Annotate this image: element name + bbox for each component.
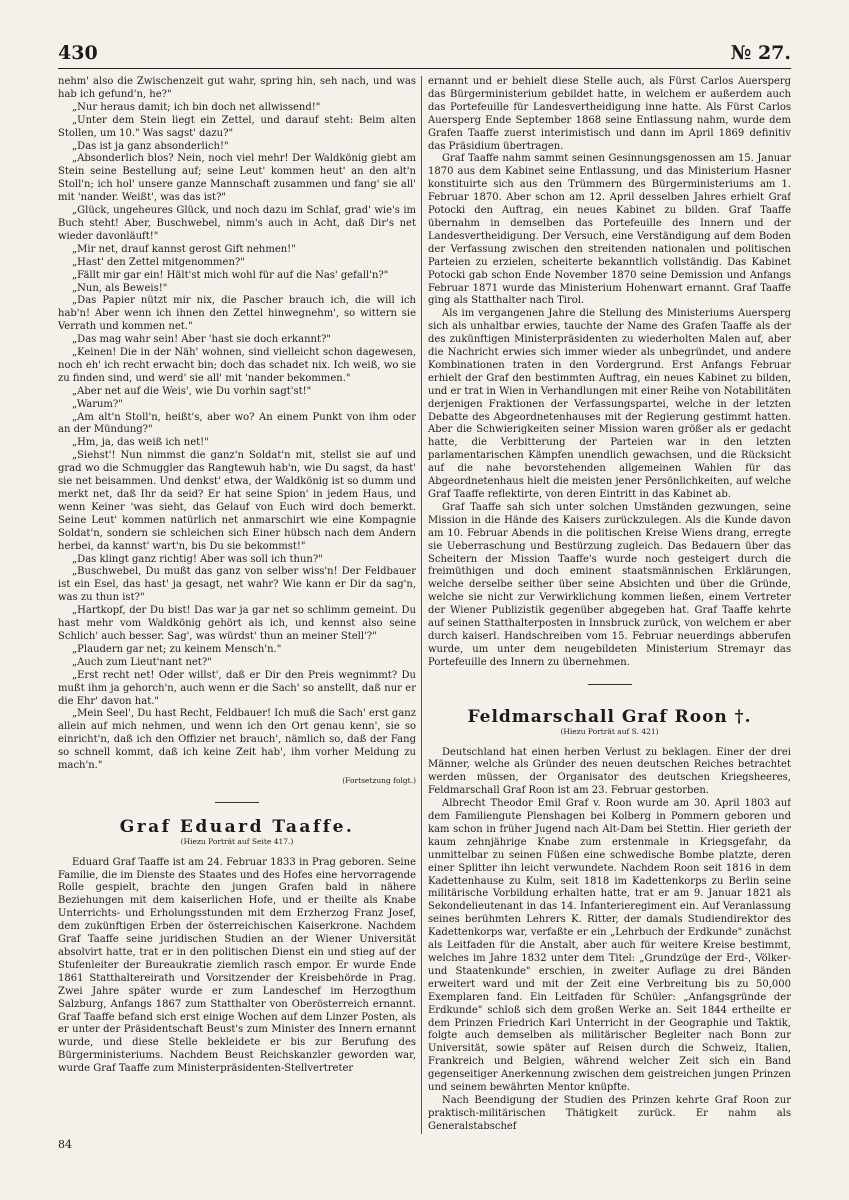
story-dialogue (58, 76, 416, 773)
paragraph: „Das mag wahr sein! Aber 'hast sie doch erkannt?" (72, 334, 331, 346)
paragraph: Graf Taaffe nahm sammt seinen Gesinnungsgenossen am 15. Januar 1870 aus dem Kabinet seine Entlassung, und das Ministerium Hasner konstituirte sich aus den Trümmern des Bürgerministeriums am 1. Februar 1870. Aber schon am 12. April desselben Jahres erhielt Graf Potocki den Auftrag, ein neues Kabinet zu bilden. Graf Taaffe übernahm in demselben das Portefeuille des Innern und der Landesvertheidigung. Der Versuch, eine Verständigung auf dem Boden der Verfassung zwischen den streitenden nationalen und politischen Parteien zu erzielen, scheiterte bekanntlich vollständig. Das Kabinet Potocki gab schon Ende November 1870 seine Demission und Anfangs Februar 1871 wurde das Ministerium Hohenwart ernannt. Graf Taaffe ging als Statthalter nach Tirol. (428, 153, 791, 307)
paragraph: „Glück, ungeheures Glück, und noch dazu im Schlaf, grad' wie's im Buch steht! Aber, Buschwebel, nimm's auch in Acht, daß Dir's net wieder davonläuft!" (58, 205, 416, 242)
article-separator (215, 802, 259, 803)
paragraph: „Mir net, drauf kannst gerost Gift nehmen!" (72, 243, 296, 255)
article-title-taaffe: Graf Eduard Taaffe. (119, 816, 355, 837)
paragraph: „Buschwebel, Du mußt das ganz von selber wiss'n! Der Feldbauer ist ein Esel, das hast' ja gesagt, net wahr? Wie kann er Dir da sag'n, was zu thun ist?" (58, 566, 416, 604)
paragraph: „Unter dem Stein liegt ein Zettel, und darauf steht: Beim alten Stollen, um 10." Was sagst' dazu?" (58, 114, 416, 139)
paragraph: „Fällt mir gar ein! Hält'st mich wohl für auf die Nas' gefall'n?" (72, 269, 389, 281)
paragraph: „Warum?" (72, 398, 123, 410)
issue-number: № 27. (730, 42, 791, 64)
paragraph: „Hast' den Zettel mitgenommen?" (72, 256, 245, 268)
paragraph: „Das klingt ganz richtig! Aber was soll ich thun?" (72, 553, 323, 565)
paragraph: „Auch zum Lieut'nant net?" (72, 656, 212, 668)
column-divider (421, 76, 422, 1134)
paragraph: „Am alt'n Stoll'n, heißt's, aber wo? An einem Punkt von ihm oder an der Mündung?" (58, 411, 416, 436)
page-header (58, 42, 791, 66)
paragraph: „Erst recht net! Oder willst', daß er Dir den Preis wegnimmt? Du mußt ihm ja gehorch'n, auch wenn er die Sach' so anstellt, daß nur er die Ehr' davon hat." (58, 669, 416, 707)
article-body-taaffe (58, 857, 416, 1076)
continuation-note: (Fortsetzung folgt.) (342, 775, 416, 785)
article-body-taaffe-cont (428, 76, 791, 670)
paragraph: Graf Taaffe sah sich unter solchen Umständen gezwungen, seine Mission in die Hände des Kaisers zurückzulegen. Als die Kunde davon am 10. Februar Abends in die politischen Kreise Wiens drang, erregte sie Ueberraschung und Bestürzung zugleich. Das Bedauern über das Scheitern der Mission Taaffe's wurde noch gesteigert durch die freimüthigen und doch eminent staatsmännischen Erklärungen, welche derselbe seither über seine Absichten und über die Gründe, welche sie nicht zur Verwirklichung kommen ließen, einem Vertreter der Wiener Publizistik gegenüber abgegeben hat. Graf Taaffe kehrte auf seinen Statthalterposten in Innsbruck zurück, von welchem er aber durch kaiserl. Handschreiben vom 15. Februar neuerdings abberufen wurde, um unter dem neugebildeten Ministerium Stremayr das Portefeuille des Innern zu übernehmen. (428, 501, 791, 668)
right-column (428, 76, 791, 1134)
portrait-note-roon: (Hiezu Porträt auf S. 421) (560, 726, 659, 736)
paragraph: nehm' also die Zwischenzeit gut wahr, spring hin, seh nach, und was hab ich gefund'n, he?" (58, 76, 416, 100)
paragraph: Deutschland hat einen herben Verlust zu beklagen. Einer der drei Männer, welche als Gründer des neuen deutschen Reiches betrachtet werden müssen, der Organisator des deutschen Kriegsheeres, Feldmarschall Graf Roon ist am 23. Februar gestorben. (428, 746, 791, 797)
paragraph: „Siehst'! Nun nimmst die ganz'n Soldat'n mit, stellst sie auf und grad wo die Schmuggler das Rangtewuh hab'n, wie Du sagst, da hast' sie net beisammen. Und denkst' etwa, der Waldkönig ist so dumm und merkt net, daß Ihr da seid? Er hat seine Spion' in jedem Haus, und wenn Keiner 'was sieht, das Gelauf von Euch wird doch bemerkt. Seine Leut' kommen natürlich net anmarschirt wie eine Kompagnie Soldat'n, sondern sie schleichen sich Einer hübsch nach dem Andern herbei, da kannst' wart'n, bis Du sie bekommst!" (58, 450, 416, 552)
paragraph: „Nur heraus damit; ich bin doch net allwissend!" (72, 101, 321, 113)
portrait-note-taaffe: (Hiezu Porträt auf Seite 417.) (180, 836, 294, 846)
paragraph: ernannt und er behielt diese Stelle auch, als Fürst Carlos Auersperg das Bürgerministerium gebildet hatte, in welchem er außerdem auch das Portefeuille für Landesvertheidigung inne hatte. Als Fürst Carlos Auersperg Ende September 1868 seine Entlassung nahm, wurde dem Grafen Taaffe zuerst interimistisch und dann im April 1869 definitiv das Präsidium übertragen. (428, 76, 791, 152)
left-column (58, 76, 416, 1134)
paragraph: Albrecht Theodor Emil Graf v. Roon wurde am 30. April 1803 auf dem Familiengute Plenshagen bei Kolberg in Pommern geboren und kam schon in früher Jugend nach Alt-Dam bei Stettin. Hier gerieth der kaum zehnjährige Knabe zum erstenmale in Kriegsgefahr, da unmittelbar zu seinen Füßen eine schwedische Bombe platzte, deren einer Splitter ihn leicht verwundete. Nachdem Roon seit 1816 in dem Kadettenhause zu Kulm, seit 1818 im Kadettenkorps zu Berlin seine militärische Vorbildung erhalten hatte, trat er am 9. Januar 1821 als Sekondelieutenant in das 14. Infanterieregiment ein. Auf Veranlassung seines berühmten Lehrers K. Ritter, der damals Studiendirektor des Kadettenkorps war, verfaßte er ein „Lehrbuch der Erdkunde" zunächst als Leitfaden für die Anstalt, aber auch für weitere Kreise bestimmt, welches im Jahre 1832 unter dem Titel: „Grundzüge der Erd-, Völker- und Staatenkunde" erschien, in zweiter Auflage zu drei Bänden erweitert ward und mit der Zeit eine Verbreitung bis zu 50,000 Exemplaren fand. Ein Leitfaden für Schüler: „Anfangsgründe der Erdkunde" schloß sich dem großen Werke an. Seit 1844 ertheilte er dem Prinzen Friedrich Karl Unterricht in der Geographie und Taktik, folgte auch demselben als militärischer Begleiter nach Bonn zur Universität, sowie später auf Reisen durch die Schweiz, Italien, Frankreich und Belgien, während welcher Zeit sich ein Band gegenseitiger Anerkennung zwischen dem geistreichen jungen Prinzen und seinem bewährten Mentor knüpfte. (428, 798, 791, 1094)
paragraph: „Plaudern gar net; zu keinem Mensch'n." (72, 643, 282, 655)
paragraph: Als im vergangenen Jahre die Stellung des Ministeriums Auersperg sich als unhaltbar erwies, tauchte der Name des Grafen Taaffe als der des zukünftigen Ministerpräsidenten zu wiederholten Malen auf, aber die Nachricht erwies sich immer wieder als unbegründet, und andere Kombinationen traten in den Vordergrund. Erst Anfangs Februar erhielt der Graf den bestimmten Auftrag, ein neues Kabinet zu bilden, und er trat in Wien in Verhandlungen mit einer Reihe von Notabilitäten derjenigen Fraktionen der Verfassungspartei, welche in der letzten Debatte des Abgeordnetenhauses mit der Regierung gestimmt hatten. Aber die Schwierigkeiten seiner Mission waren größer als er gedacht hatte, die Verbitterung der Parteien war in den letzten parlamentarischen Kämpfen unendlich gewachsen, und die Rücksicht auf die nahe bevorstehenden allgemeinen Wahlen für das Abgeordnetenhaus hielt die meisten jener Persönlichkeiten, auf welche Graf Taaffe reflektirte, von deren Eintritt in das Kabinet ab. (428, 308, 791, 500)
paragraph: „Hm, ja, das weiß ich net!" (72, 437, 209, 449)
paragraph: Nach Beendigung der Studien des Prinzen kehrte Graf Roon zur praktisch-militärischen Thätigkeit zurück. Er nahm als Generalstabschef (428, 1094, 791, 1132)
paragraph: „Nun, als Beweis!" (72, 282, 168, 294)
page-number: 430 (58, 42, 98, 64)
paragraph: „Das ist ja ganz absonderlich!" (72, 140, 229, 152)
paragraph: Eduard Graf Taaffe ist am 24. Februar 1833 in Prag geboren. Seine Familie, die im Dienste des Staates und des Hofes eine hervorragende Rolle gespielt, brachte den jungen Grafen bald in nähere Beziehungen mit dem kaiserlichen Hofe, und er theilte als Knabe Unterrichts- und Erholungsstunden mit dem Erzherzog Franz Josef, dem zukünftigen Erben der österreichischen Kaiserkrone. Nachdem Graf Taaffe seine juridischen Studien an der Wiener Universität absolvirt hatte, trat er in den politischen Dienst ein und stieg auf der Stufenleiter der Bureaukratie ziemlich rasch empor. Er wurde Ende 1861 Statthaltereirath und Vorsitzender der Kreisbehörde in Prag. Zwei Jahre später wurde er zum Landeschef im Herzogthum Salzburg, Anfangs 1867 zum Statthalter von Oberösterreich ernannt. Graf Taaffe befand sich erst einige Wochen auf dem Linzer Posten, als er unter der Präsidentschaft Beust's zum Minister des Innern ernannt wurde, und diese Stelle bekleidete er bis zur Berufung des Bürgerministeriums. Nachdem Beust Reichskanzler geworden war, wurde Graf Taaffe zum Ministerpräsidenten-Stellvertreter (58, 856, 416, 1075)
article-body-roon (428, 747, 791, 1134)
paragraph: „Mein Seel', Du hast Recht, Feldbauer! Ich muß die Sach' erst ganz allein auf mich nehmen, und wenn ich den Ort genau kenn', sie so einricht'n, daß ich den Offizier net brauch', nämlich so, daß der Fang so schnell kommt, daß ich keine Zeit hab', ihm vorher Meldung zu mach'n." (58, 708, 416, 772)
signature-mark: 84 (58, 1138, 72, 1151)
paragraph: „Absonderlich blos? Nein, noch viel mehr! Der Waldkönig giebt am Stein seine Bestellung auf; seine Leut' kommen heut' an den alt'n Stoll'n; ich hol' unsere ganze Mannschaft zusammen und fang' sie all' mit 'nander. Weißt', was das ist?" (58, 153, 416, 204)
article-separator (588, 684, 632, 685)
paragraph: „Aber net auf die Weis', wie Du vorhin sagt'st!" (72, 385, 312, 397)
paragraph: „Das Papier nützt mir nix, die Pascher brauch ich, die will ich hab'n! Aber wenn ich ihnen den Zettel hinwegnehm', so wittern sie Verrath und kommen net." (58, 295, 416, 333)
header-rule (58, 68, 791, 69)
paragraph: „Hartkopf, der Du bist! Das war ja gar net so schlimm gemeint. Du hast mehr vom Waldkönig gehört als ich, und kennst also seine Schlich' auch besser. Sag', was würdst' thun an meiner Stell'?" (58, 605, 416, 642)
article-title-roon: Feldmarschall Graf Roon †. (467, 706, 752, 727)
paragraph: „Keinen! Die in der Näh' wohnen, sind vielleicht schon dagewesen, noch eh' ich recht erwacht bin; doch das schadet nix. Ich weiß, wo sie zu finden sind, und werd' sie all' mit 'nander bekommen." (58, 347, 416, 384)
